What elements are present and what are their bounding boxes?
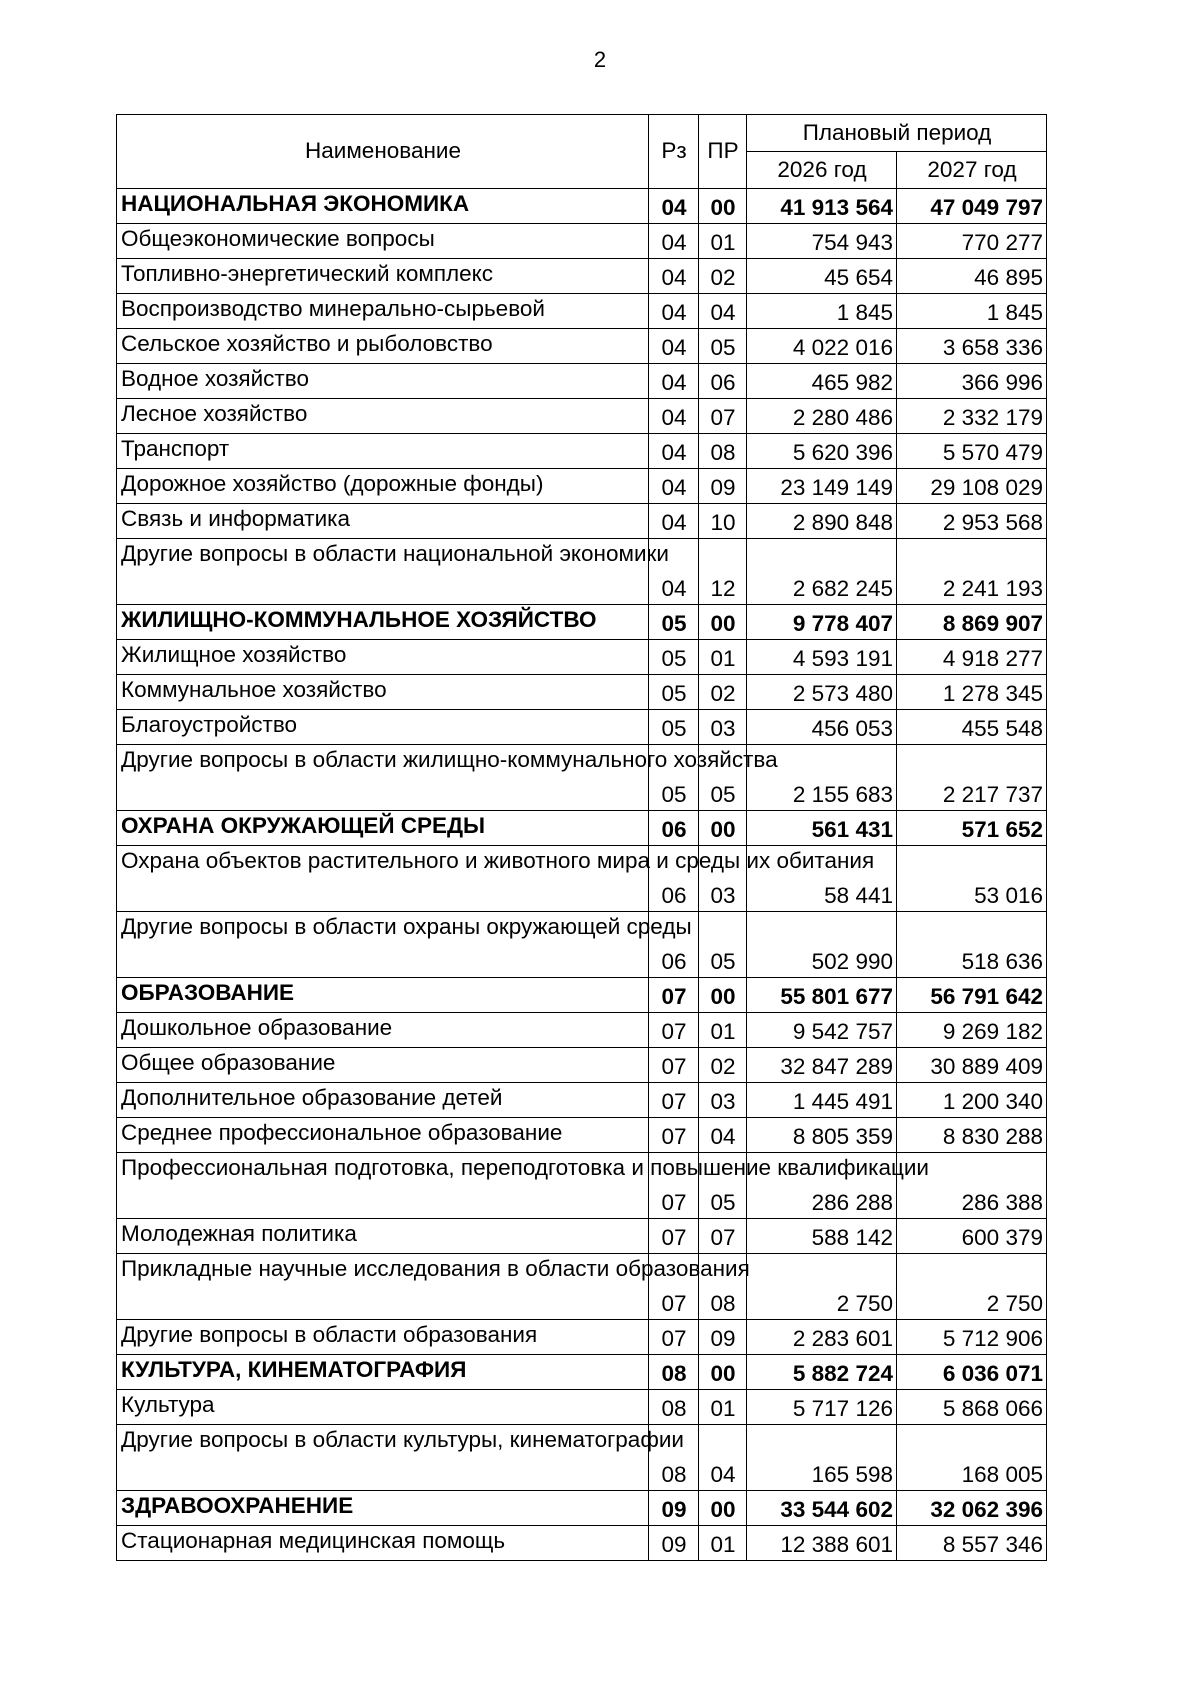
table-row	[117, 1013, 1047, 1048]
row-value-2027: 3 658 336	[897, 329, 1047, 364]
row-value-2027: 2 953 568	[897, 504, 1047, 539]
row-pr: 05	[699, 912, 747, 978]
row-value-2026: 41 913 564	[747, 189, 897, 224]
row-value-2026: 23 149 149	[747, 469, 897, 504]
row-value-2027: 571 652	[897, 811, 1047, 846]
row-name: Другие вопросы в области культуры, кинематографии	[117, 1425, 649, 1491]
row-rz: 06	[649, 912, 699, 978]
row-value-2026: 4 022 016	[747, 329, 897, 364]
table-row	[117, 1219, 1047, 1254]
row-name: Топливно-энергетический комплекс	[117, 259, 649, 294]
row-value-2027: 1 845	[897, 294, 1047, 329]
row-name: Благоустройство	[117, 710, 649, 745]
section-row	[117, 978, 1047, 1013]
row-value-2027: 53 016	[897, 846, 1047, 912]
row-value-2027: 47 049 797	[897, 189, 1047, 224]
row-pr: 03	[699, 846, 747, 912]
table-row	[117, 1425, 1047, 1491]
header-year-2026: 2026 год	[747, 152, 897, 189]
row-name: Культура	[117, 1390, 649, 1425]
row-value-2026: 2 283 601	[747, 1320, 897, 1355]
row-value-2027: 56 791 642	[897, 978, 1047, 1013]
row-name: КУЛЬТУРА, КИНЕМАТОГРАФИЯ	[117, 1355, 649, 1390]
row-rz: 07	[649, 1254, 699, 1320]
row-name: Транспорт	[117, 434, 649, 469]
table-row	[117, 912, 1047, 978]
row-pr: 05	[699, 745, 747, 811]
row-pr: 03	[699, 1083, 747, 1118]
row-value-2026: 1 845	[747, 294, 897, 329]
row-pr: 02	[699, 675, 747, 710]
header-year-2027: 2027 год	[897, 152, 1047, 189]
header-name: Наименование	[117, 115, 649, 189]
row-rz: 05	[649, 745, 699, 811]
table-row	[117, 259, 1047, 294]
section-row	[117, 605, 1047, 640]
row-pr: 08	[699, 434, 747, 469]
row-pr: 04	[699, 294, 747, 329]
row-value-2026: 9 778 407	[747, 605, 897, 640]
row-pr: 04	[699, 1118, 747, 1153]
row-name: Водное хозяйство	[117, 364, 649, 399]
row-pr: 00	[699, 811, 747, 846]
row-value-2026: 5 717 126	[747, 1390, 897, 1425]
row-name: Другие вопросы в области образования	[117, 1320, 649, 1355]
row-rz: 05	[649, 710, 699, 745]
row-name: Стационарная медицинская помощь	[117, 1526, 649, 1561]
row-value-2027: 6 036 071	[897, 1355, 1047, 1390]
row-rz: 06	[649, 811, 699, 846]
row-value-2026: 32 847 289	[747, 1048, 897, 1083]
table-row	[117, 364, 1047, 399]
row-value-2027: 29 108 029	[897, 469, 1047, 504]
row-value-2027: 32 062 396	[897, 1491, 1047, 1526]
table-row	[117, 846, 1047, 912]
row-rz: 04	[649, 189, 699, 224]
row-pr: 01	[699, 1526, 747, 1561]
row-value-2026: 2 890 848	[747, 504, 897, 539]
row-value-2027: 9 269 182	[897, 1013, 1047, 1048]
table-row	[117, 294, 1047, 329]
row-value-2026: 5 620 396	[747, 434, 897, 469]
row-value-2027: 30 889 409	[897, 1048, 1047, 1083]
page-number: 2	[593, 47, 607, 72]
row-pr: 01	[699, 1390, 747, 1425]
row-value-2026: 8 805 359	[747, 1118, 897, 1153]
row-name: Жилищное хозяйство	[117, 640, 649, 675]
row-value-2026: 2 573 480	[747, 675, 897, 710]
row-name: ЗДРАВООХРАНЕНИЕ	[117, 1491, 649, 1526]
row-value-2026: 2 280 486	[747, 399, 897, 434]
row-value-2027: 600 379	[897, 1219, 1047, 1254]
row-pr: 09	[699, 469, 747, 504]
row-value-2027: 1 278 345	[897, 675, 1047, 710]
table-row	[117, 1048, 1047, 1083]
table-row	[117, 1526, 1047, 1561]
row-name: НАЦИОНАЛЬНАЯ ЭКОНОМИКА	[117, 189, 649, 224]
row-value-2027: 366 996	[897, 364, 1047, 399]
row-rz: 07	[649, 1118, 699, 1153]
row-rz: 07	[649, 1083, 699, 1118]
row-value-2026: 4 593 191	[747, 640, 897, 675]
row-rz: 04	[649, 434, 699, 469]
row-name: Молодежная политика	[117, 1219, 649, 1254]
row-pr: 03	[699, 710, 747, 745]
row-pr: 01	[699, 640, 747, 675]
table-row	[117, 710, 1047, 745]
row-pr: 00	[699, 1355, 747, 1390]
row-rz: 07	[649, 1013, 699, 1048]
table-row	[117, 640, 1047, 675]
budget-table	[116, 114, 1047, 1561]
table-row	[117, 399, 1047, 434]
table-row	[117, 224, 1047, 259]
row-value-2026: 502 990	[747, 912, 897, 978]
row-name: Другие вопросы в области национальной экономики	[117, 539, 649, 605]
row-rz: 04	[649, 224, 699, 259]
row-name: Общеэкономические вопросы	[117, 224, 649, 259]
row-value-2026: 58 441	[747, 846, 897, 912]
row-value-2026: 45 654	[747, 259, 897, 294]
row-rz: 07	[649, 978, 699, 1013]
row-value-2027: 46 895	[897, 259, 1047, 294]
table-row	[117, 539, 1047, 605]
row-rz: 08	[649, 1390, 699, 1425]
row-pr: 00	[699, 1491, 747, 1526]
row-name: Коммунальное хозяйство	[117, 675, 649, 710]
row-rz: 04	[649, 399, 699, 434]
row-pr: 00	[699, 189, 747, 224]
table-row	[117, 675, 1047, 710]
row-pr: 10	[699, 504, 747, 539]
row-value-2026: 55 801 677	[747, 978, 897, 1013]
row-name: Дополнительное образование детей	[117, 1083, 649, 1118]
row-value-2027: 5 570 479	[897, 434, 1047, 469]
row-value-2026: 33 544 602	[747, 1491, 897, 1526]
table-row	[117, 1153, 1047, 1219]
row-pr: 05	[699, 329, 747, 364]
row-pr: 00	[699, 978, 747, 1013]
row-name: Связь и информатика	[117, 504, 649, 539]
row-pr: 02	[699, 1048, 747, 1083]
row-value-2027: 168 005	[897, 1425, 1047, 1491]
section-row	[117, 1491, 1047, 1526]
row-value-2026: 2 682 245	[747, 539, 897, 605]
row-pr: 04	[699, 1425, 747, 1491]
row-name: Воспроизводство минерально-сырьевой	[117, 294, 649, 329]
row-name: ЖИЛИЩНО-КОММУНАЛЬНОЕ ХОЗЯЙСТВО	[117, 605, 649, 640]
section-row	[117, 189, 1047, 224]
row-rz: 04	[649, 364, 699, 399]
row-value-2026: 588 142	[747, 1219, 897, 1254]
row-pr: 06	[699, 364, 747, 399]
row-value-2027: 5 868 066	[897, 1390, 1047, 1425]
row-rz: 07	[649, 1219, 699, 1254]
table-row	[117, 1118, 1047, 1153]
table-row	[117, 434, 1047, 469]
row-value-2026: 2 155 683	[747, 745, 897, 811]
header-planned-period: Плановый период	[747, 115, 1047, 152]
row-rz: 04	[649, 259, 699, 294]
row-pr: 12	[699, 539, 747, 605]
row-value-2027: 1 200 340	[897, 1083, 1047, 1118]
row-name: Прикладные научные исследования в области образования	[117, 1254, 649, 1320]
row-rz: 07	[649, 1153, 699, 1219]
table-row	[117, 745, 1047, 811]
row-rz: 04	[649, 329, 699, 364]
row-value-2026: 5 882 724	[747, 1355, 897, 1390]
row-value-2026: 165 598	[747, 1425, 897, 1491]
row-pr: 01	[699, 1013, 747, 1048]
header-pr: ПР	[699, 115, 747, 189]
row-value-2027: 286 388	[897, 1153, 1047, 1219]
row-name: Сельское хозяйство и рыболовство	[117, 329, 649, 364]
table-row	[117, 1254, 1047, 1320]
row-rz: 07	[649, 1048, 699, 1083]
row-pr: 08	[699, 1254, 747, 1320]
row-pr: 00	[699, 605, 747, 640]
row-value-2027: 455 548	[897, 710, 1047, 745]
row-name: Дошкольное образование	[117, 1013, 649, 1048]
row-value-2027: 770 277	[897, 224, 1047, 259]
table-header	[117, 115, 1047, 189]
row-value-2027: 2 217 737	[897, 745, 1047, 811]
row-name: Дорожное хозяйство (дорожные фонды)	[117, 469, 649, 504]
row-value-2026: 286 288	[747, 1153, 897, 1219]
row-value-2027: 5 712 906	[897, 1320, 1047, 1355]
table-body	[117, 189, 1047, 1561]
header-rz: Рз	[649, 115, 699, 189]
row-rz: 06	[649, 846, 699, 912]
row-value-2027: 2 241 193	[897, 539, 1047, 605]
row-rz: 05	[649, 640, 699, 675]
row-rz: 04	[649, 469, 699, 504]
row-name: ОБРАЗОВАНИЕ	[117, 978, 649, 1013]
row-pr: 09	[699, 1320, 747, 1355]
row-value-2027: 2 332 179	[897, 399, 1047, 434]
row-value-2026: 456 053	[747, 710, 897, 745]
row-value-2026: 465 982	[747, 364, 897, 399]
row-name: Среднее профессиональное образование	[117, 1118, 649, 1153]
row-name: Другие вопросы в области охраны окружающей среды	[117, 912, 649, 978]
row-value-2026: 12 388 601	[747, 1526, 897, 1561]
table-row	[117, 1390, 1047, 1425]
row-rz: 08	[649, 1425, 699, 1491]
row-pr: 02	[699, 259, 747, 294]
table-row	[117, 1083, 1047, 1118]
row-value-2027: 8 557 346	[897, 1526, 1047, 1561]
row-value-2027: 4 918 277	[897, 640, 1047, 675]
row-name: Охрана объектов растительного и животного мира и среды их обитания	[117, 846, 649, 912]
row-rz: 04	[649, 504, 699, 539]
row-value-2026: 561 431	[747, 811, 897, 846]
row-name: Профессиональная подготовка, переподготовка и повышение квалификации	[117, 1153, 649, 1219]
table-row	[117, 329, 1047, 364]
table-row	[117, 1320, 1047, 1355]
row-value-2027: 8 869 907	[897, 605, 1047, 640]
section-row	[117, 811, 1047, 846]
row-rz: 05	[649, 605, 699, 640]
row-rz: 04	[649, 294, 699, 329]
row-rz: 09	[649, 1491, 699, 1526]
row-name: ОХРАНА ОКРУЖАЮЩЕЙ СРЕДЫ	[117, 811, 649, 846]
row-value-2027: 2 750	[897, 1254, 1047, 1320]
row-rz: 05	[649, 675, 699, 710]
row-value-2026: 1 445 491	[747, 1083, 897, 1118]
row-pr: 07	[699, 399, 747, 434]
row-value-2026: 754 943	[747, 224, 897, 259]
row-rz: 09	[649, 1526, 699, 1561]
table-row	[117, 504, 1047, 539]
row-value-2026: 2 750	[747, 1254, 897, 1320]
row-value-2026: 9 542 757	[747, 1013, 897, 1048]
table-row	[117, 469, 1047, 504]
row-rz: 07	[649, 1320, 699, 1355]
row-pr: 01	[699, 224, 747, 259]
row-name: Лесное хозяйство	[117, 399, 649, 434]
row-rz: 08	[649, 1355, 699, 1390]
row-name: Другие вопросы в области жилищно-коммунального хозяйства	[117, 745, 649, 811]
section-row	[117, 1355, 1047, 1390]
row-value-2027: 518 636	[897, 912, 1047, 978]
row-rz: 04	[649, 539, 699, 605]
row-value-2027: 8 830 288	[897, 1118, 1047, 1153]
row-pr: 07	[699, 1219, 747, 1254]
row-name: Общее образование	[117, 1048, 649, 1083]
row-pr: 05	[699, 1153, 747, 1219]
